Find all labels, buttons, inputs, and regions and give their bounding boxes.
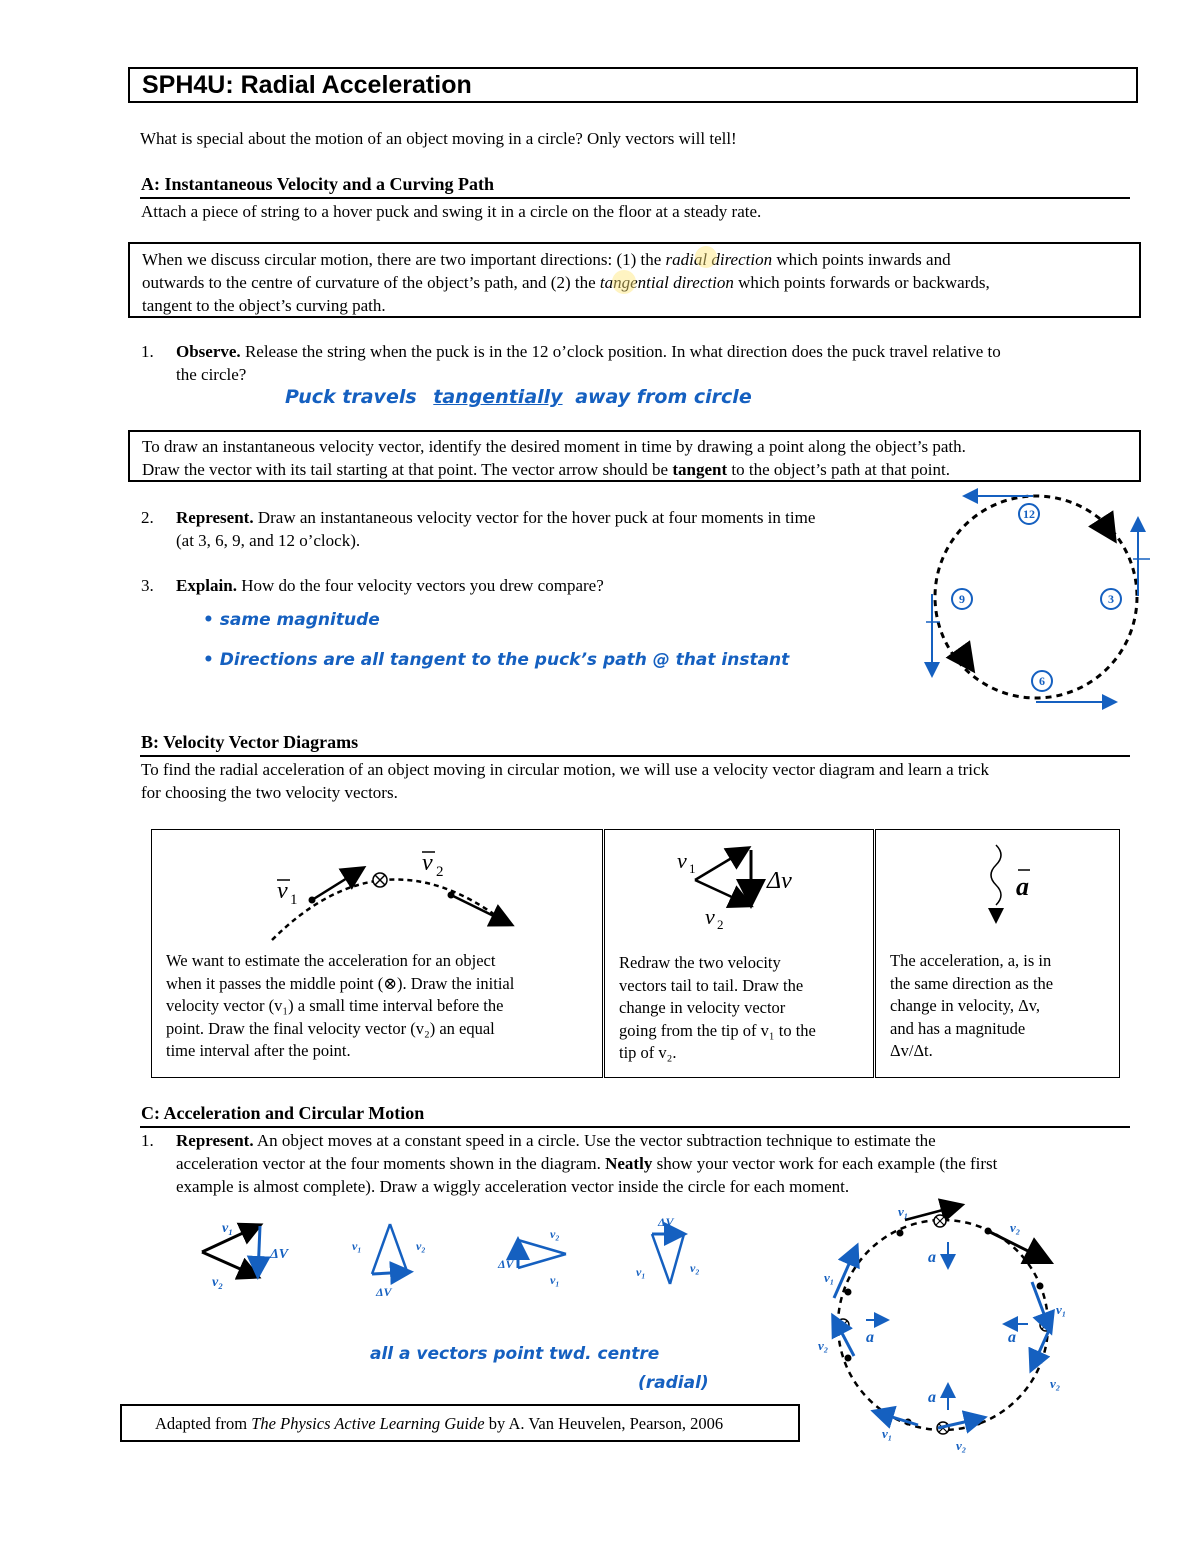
credit-box [120, 1404, 800, 1442]
sample-point [897, 1230, 904, 1237]
q2-number: 2. [141, 508, 154, 527]
q2-text: Draw an instantaneous velocity vector for the hover puck at four moments in time [257, 508, 816, 527]
delta-v-label: ΔV [376, 1285, 392, 1299]
q3-answer-1[interactable]: • same magnitude [203, 610, 380, 630]
v2-label: v₂ [690, 1261, 700, 1275]
arrowhead [988, 908, 1004, 924]
q1-line-1 [176, 340, 1001, 363]
vector-diagram-cell-1 [151, 829, 603, 1078]
page-title: SPH4U: Radial Acceleration [142, 71, 472, 99]
v1-vector [312, 870, 360, 900]
definition-text: outwards to the centre of curvature of the object’s path, and (2) the [142, 273, 596, 292]
cell-2-line: change in velocity vector [619, 998, 786, 1017]
c-q1-number: 1. [141, 1131, 154, 1150]
cell-3-line: and has a magnitude [890, 1018, 1026, 1038]
cell-2-line: going from the tip of v₁ to the [619, 1020, 816, 1040]
section-a-setup: Attach a piece of string to a hover puck and swing it in a circle on the floor at a steady rate. [141, 202, 762, 221]
q1-answer-part: Puck travels [285, 386, 417, 408]
v1-label: v₁ [222, 1221, 234, 1236]
v2-label: v₂ [212, 1275, 224, 1290]
q3-line-1 [176, 574, 604, 597]
q3-answer-text: Directions are all tangent to the puck’s path @ that instant [219, 650, 790, 670]
v2-label: v₂ [818, 1338, 829, 1353]
credit-book-title: The Physics Active Learning Guide [251, 1414, 485, 1433]
v1-vector [372, 1224, 390, 1274]
v2-subscript: 2 [717, 917, 724, 932]
q1-label: Observe. [176, 342, 241, 361]
v2-vector [518, 1254, 566, 1268]
c-answer-line-2[interactable]: (radial) [638, 1373, 709, 1393]
c-q1-bold: Neatly [605, 1154, 653, 1173]
instruction-line-1: To draw an instantaneous velocity vector, identify the desired moment in time by drawing a point along the object’s path. [142, 437, 966, 456]
c-q1-label: Represent. [176, 1131, 254, 1150]
q1-text: Release the string when the puck is in the 12 o’clock position. In what direction does the puck travel relative to [244, 342, 1001, 361]
q1-number: 1. [141, 342, 154, 361]
definition-line-3: tangent to the object’s curving path. [142, 296, 386, 315]
v2-label: v₂ [1050, 1376, 1061, 1391]
a-label-bottom: a [928, 1389, 936, 1406]
section-a-heading: A: Instantaneous Velocity and a Curving Path [141, 174, 495, 194]
cell-1-line: velocity vector (v₁) a small time interval before the [166, 996, 504, 1015]
credit-suffix: by A. Van Heuvelen, Pearson, 2006 [488, 1414, 724, 1433]
v2-vector [670, 1234, 684, 1284]
q3-text: How do the four velocity vectors you drew compare? [241, 576, 604, 595]
q3-number: 3. [141, 576, 154, 595]
definition-box [128, 242, 1141, 318]
cell-3-line: The acceleration, a, is in [890, 951, 1052, 970]
c-q1-text: show your vector work for each example (the first [656, 1154, 998, 1173]
section-b-heading: B: Velocity Vector Diagrams [141, 732, 359, 752]
curved-path [272, 880, 502, 941]
subtraction-4 [636, 1215, 700, 1284]
v2-label: v [422, 850, 433, 876]
cell-3-line: Δv/Δt. [890, 1041, 933, 1060]
cell-3-text [890, 950, 1053, 1063]
acceleration-circle-diagram[interactable] [810, 1190, 1080, 1455]
highlight-mark [695, 246, 717, 268]
v2-vector [451, 895, 508, 923]
subtraction-1 [202, 1221, 290, 1290]
cell-1-text [166, 950, 514, 1063]
v1-label: v [277, 878, 288, 904]
definition-line-1 [142, 248, 951, 271]
v1-label: v₁ [898, 1204, 909, 1219]
wiggly-line [991, 845, 1001, 905]
sample-point [1039, 1355, 1046, 1362]
v1-label: v₁ [824, 1270, 835, 1285]
v1-label: v₁ [550, 1273, 560, 1287]
velocity-instruction-box [128, 430, 1141, 482]
instruction-text: Draw the vector with its tail starting at that point. The vector arrow should be [142, 460, 669, 479]
delta-v-vector [258, 1226, 260, 1274]
highlight-mark [612, 270, 636, 294]
clock-label-6: 6 [1039, 674, 1045, 688]
vector-subtraction-work[interactable] [190, 1210, 710, 1310]
v2-vector [390, 1224, 408, 1274]
v2-subscript: 2 [436, 864, 444, 880]
c-q1-text: An object moves at a constant speed in a circle. Use the vector subtraction technique to estimate the [256, 1131, 936, 1150]
q3-answer-2[interactable]: • Directions are all tangent to the puck’s path @ that instant [203, 650, 790, 670]
clock-label-12: 12 [1023, 507, 1035, 521]
acceleration-label: a [1016, 872, 1029, 901]
c-q1-line-2 [176, 1152, 997, 1175]
instruction-text: to the object’s path at that point. [731, 460, 950, 479]
section-a-rule [140, 197, 1130, 199]
delta-v-label: ΔV [498, 1257, 514, 1271]
delta-v-label: Δv [767, 868, 792, 894]
q2-label: Represent. [176, 508, 254, 527]
section-c-heading: C: Acceleration and Circular Motion [141, 1103, 425, 1123]
velocity-circle-diagram[interactable] [918, 484, 1158, 714]
q2-line-1 [176, 506, 815, 529]
v1-label: v₁ [352, 1239, 362, 1253]
cell-3-line: change in velocity, Δv, [890, 996, 1041, 1015]
sample-point [1037, 1283, 1044, 1290]
v2-vector [202, 1252, 256, 1276]
cell-1-line: time interval after the point. [166, 1041, 351, 1060]
sample-point [845, 1289, 852, 1296]
sample-point [845, 1355, 852, 1362]
cell-1-line: when it passes the middle point (⊗). Draw the initial [166, 973, 515, 993]
v1-label: v₁ [882, 1426, 893, 1441]
cell-2-line: vectors tail to tail. Draw the [619, 975, 804, 995]
velocity-path-diagram [262, 840, 522, 950]
v2-label: v₂ [416, 1239, 426, 1253]
v1-vector [518, 1240, 566, 1254]
v2-label: v₂ [956, 1438, 967, 1453]
c-q1-line-1 [176, 1129, 936, 1152]
sample-point [985, 1228, 992, 1235]
acceleration-diagram [966, 840, 1086, 940]
q1-answer[interactable] [285, 386, 752, 408]
cell-2-line: tip of v₂. [619, 1043, 677, 1062]
tangential-term: tangential direction [599, 273, 734, 292]
credit-prefix: Adapted from [155, 1414, 248, 1433]
v1-label: v₁ [1056, 1302, 1067, 1317]
a-label-left: a [866, 1329, 874, 1346]
instruction-line-2 [142, 458, 950, 481]
clock-label-3: 3 [1108, 592, 1114, 606]
q3-answer-text: same magnitude [219, 610, 380, 630]
definition-line-2 [142, 271, 990, 294]
q1-answer-underlined: tangentially [433, 386, 563, 408]
definition-text: which points inwards and [776, 250, 951, 269]
delta-v-label: ΔV [270, 1247, 289, 1262]
v1-vector-top [905, 1206, 958, 1220]
section-b-rule [140, 755, 1130, 757]
cell-1-line: point. Draw the final velocity vector (v₂) an equal [166, 1018, 495, 1038]
intro-text: What is special about the motion of an object moving in a circle? Only vectors will tell! [140, 129, 737, 148]
c-q1-text: acceleration vector at the four moments shown in the diagram. [176, 1154, 601, 1173]
v1-vector [652, 1234, 670, 1284]
v1-label: v [677, 848, 687, 873]
instruction-bold: tangent [672, 460, 728, 479]
a-label-right: a [1008, 1329, 1016, 1346]
c-answer-line-1[interactable]: all a vectors point twd. centre [370, 1344, 660, 1364]
section-b-line-2: for choosing the two velocity vectors. [141, 783, 398, 802]
radial-term: radial direction [665, 250, 773, 269]
v1-subscript: 1 [290, 892, 298, 908]
subtraction-3 [497, 1227, 566, 1287]
v2-vector [695, 880, 747, 904]
section-b-line-1: To find the radial acceleration of an object moving in circular motion, we will use a velocity vector diagram and learn a trick [141, 760, 990, 779]
subtraction-2 [352, 1224, 426, 1299]
vector-diagram-cell-3 [875, 829, 1120, 1078]
q1-line-2: the circle? [176, 365, 247, 384]
credit-text [155, 1412, 723, 1435]
q2-line-2: (at 3, 6, 9, and 12 o’clock). [176, 531, 361, 550]
delta-v-vector [372, 1272, 408, 1274]
q3-label: Explain. [176, 576, 237, 595]
q1-answer-part: away from circle [575, 386, 752, 408]
cell-2-text [619, 952, 816, 1065]
v1-subscript: 1 [689, 861, 696, 876]
vector-diagram-cell-2 [604, 829, 874, 1078]
definition-text: When we discuss circular motion, there are two important directions: (1) the [142, 250, 662, 269]
cell-1-line: We want to estimate the acceleration for an object [166, 951, 496, 970]
section-c-rule [140, 1126, 1130, 1128]
v1-label: v₁ [636, 1265, 646, 1279]
c-q1-line-3: example is almost complete). Draw a wiggly acceleration vector inside the circle for each moment. [176, 1177, 850, 1196]
cell-3-line: the same direction as the [890, 973, 1054, 993]
a-label-top: a [928, 1249, 936, 1266]
cell-2-line: Redraw the two velocity [619, 953, 781, 972]
definition-text: which points forwards or backwards, [738, 273, 990, 292]
v2-label: v₂ [1010, 1220, 1021, 1235]
v1-vector [695, 850, 745, 880]
v2-label: v [705, 904, 715, 929]
delta-v-label: ΔV [658, 1215, 674, 1229]
clock-label-9: 9 [959, 592, 965, 606]
v-vector-bottom-left [876, 1412, 918, 1425]
tail-to-tail-diagram [665, 838, 845, 938]
v2-label: v₂ [550, 1227, 560, 1241]
title-box [128, 67, 1138, 103]
